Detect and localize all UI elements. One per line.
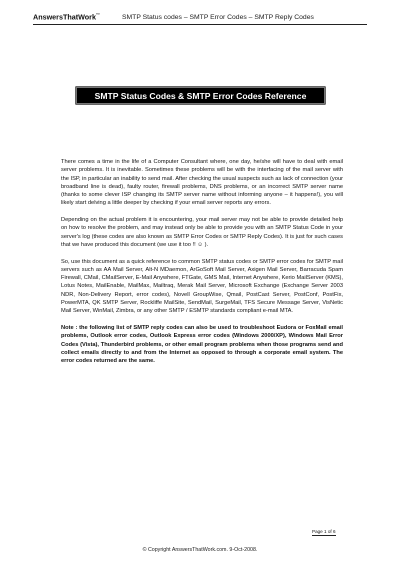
paragraph-server-list: So, use this document as a quick reference to common SMTP status codes or SMTP error codes for SMTP mail servers such as AA Mail Server, Alt-N MDaemon, ArGoSoft Mail Server, Axigen Mail Server, Barracuda Spam Firewall, CMail, CMailServer, E-Mail Anywhere, FTGate, GMS Mail, Internet Anywhere, Kerio MailServer (KMS), Lotus Notes, MailEnable, MailMax, Mailtraq, Merak Mail Server, Microsoft Exchange (Exchange Server 2003 NDR, Non-Delivery Report, error codes), Novell GroupWise, Qmail, PostCast Server, PostConf, PostFix, PowerMTA, QK SMTP Server, Rockliffe MailSite, SendMail, SurgeMail, TFS Secure Message Server, VisNetic Mail Server, WinMail, Zimbra, or any other SMTP / ESMTP standards compliant e-mail MTA. <box>61 258 343 315</box>
page-number: Page 1 of 6 <box>312 529 336 534</box>
document-body <box>61 158 343 374</box>
header-title: SMTP Status codes – SMTP Error Codes – SMTP Reply Codes <box>121 14 314 22</box>
header-divider <box>33 24 367 25</box>
trademark-mark: ™ <box>95 12 100 17</box>
paragraph-status-codes: Depending on the actual problem it is encountering, your mail server may not be able to provide detailed help on how to resolve the problem, and may instead only be able to provide you with an SMTP Status Code in your server's log (these codes are also known as SMTP Error Codes or SMTP Reply Codes). It is just for such cases that we have produced this document (we use it too !! ☺ ). <box>61 217 343 248</box>
brand-name <box>33 12 100 21</box>
note-paragraph: Note : the following list of SMTP reply codes can also be used to troubleshoot Eudora or FoxMail email problems, Outlook error codes, Outlook Express error codes (Windows 2000/XP), Windows Mail Error Codes (Vista), Thunderbird problems, or other email program problems when those programs send and collect emails directly to and from the Internet as opposed to through a corporate email system. The error codes returned are the same. <box>61 324 343 365</box>
page-header <box>33 12 367 21</box>
copyright-footer: © Copyright AnswersThatWork.com. 9-Oct-2008. <box>142 547 258 553</box>
document-title: SMTP Status Codes & SMTP Error Codes Reference <box>94 90 307 101</box>
paragraph-intro: There comes a time in the life of a Computer Consultant where, one day, he/she will have to deal with email server problems. It is inevitable. Sometimes these problems will be with the interfacing of the mail server with the ISP, in particular an inability to send mail. After checking the usual suspects such as lack of connection (your broadband line is dead), faulty router, firewall problems, DNS problems, or an incorrect SMTP server name (thanks to some clever ISP changing its SMTP server name without informing anyone – it happens!), you will likely start delving a little deeper by checking if your email server reports any errors. <box>61 159 343 207</box>
document-title-box <box>76 87 325 104</box>
brand-text: AnswersThatWork <box>33 12 96 22</box>
